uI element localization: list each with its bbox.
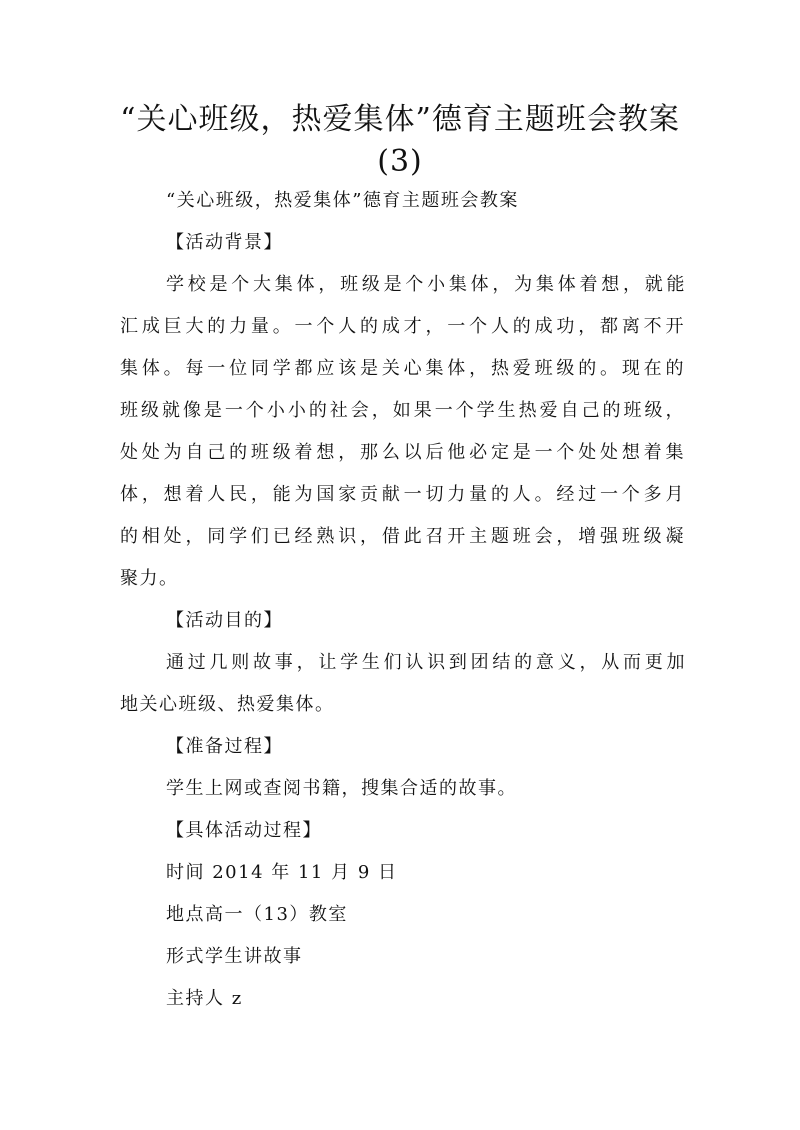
- paragraph-line: 的相处，同学们已经熟识，借此召开主题班会，增强班级凝: [120, 526, 685, 547]
- host-line: 主持人 z: [166, 988, 243, 1009]
- paragraph-line: 汇成巨大的力量。一个人的成才，一个人的成功，都离不开: [120, 316, 685, 337]
- paragraph-line: 集体。每一位同学都应该是关心集体，热爱班级的。现在的: [120, 358, 685, 379]
- form-line: 形式学生讲故事: [166, 946, 303, 967]
- paragraph-line: 班级就像是一个小小的社会，如果一个学生热爱自己的班级，: [120, 400, 685, 421]
- paragraph-line: 学校是个大集体，班级是个小集体，为集体着想，就能: [166, 274, 686, 295]
- time-line: 时间 2014 年 11 月 9 日: [166, 862, 398, 883]
- section-heading-purpose: 【活动目的】: [166, 610, 283, 631]
- place-line: 地点高一（13）教室: [166, 904, 348, 925]
- paragraph-line: 通过几则故事，让学生们认识到团结的意义，从而更加: [166, 652, 686, 673]
- paragraph-line: 地关心班级、热爱集体。: [120, 694, 335, 715]
- paragraph-line: 学生上网或查阅书籍，搜集合适的故事。: [166, 778, 517, 799]
- document-title: “关心班级，热爱集体”德育主题班会教案: [120, 102, 680, 137]
- section-heading-background: 【活动背景】: [166, 232, 283, 253]
- section-heading-prep: 【准备过程】: [166, 736, 283, 757]
- section-heading-process: 【具体活动过程】: [166, 820, 322, 841]
- paragraph-line: 处处为自己的班级着想，那么以后他必定是一个处处想着集: [120, 442, 685, 463]
- paragraph-line: 聚力。: [120, 568, 179, 589]
- document-title-number: (3): [377, 144, 423, 179]
- paragraph-line: 体，想着人民，能为国家贡献一切力量的人。经过一个多月: [120, 484, 685, 505]
- subtitle: “关心班级，热爱集体”德育主题班会教案: [166, 190, 519, 211]
